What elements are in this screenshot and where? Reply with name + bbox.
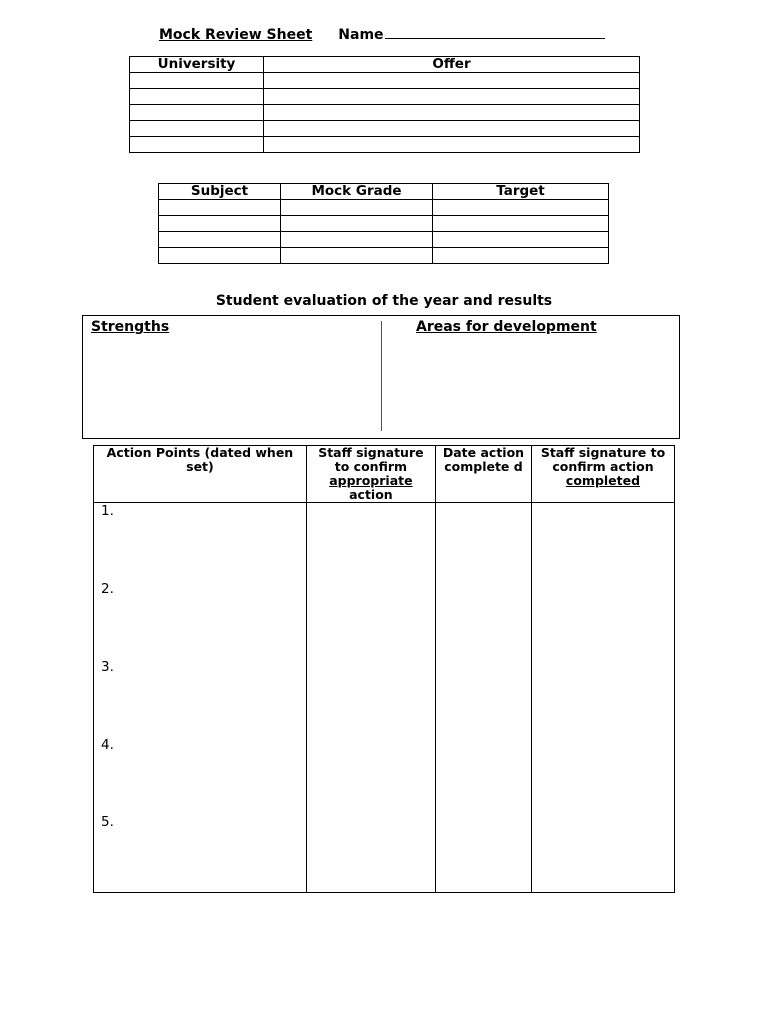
action-point-number: 2.: [101, 581, 114, 597]
mock-grades-table: [158, 183, 609, 264]
university-cell[interactable]: [130, 137, 264, 153]
header-text: action: [349, 487, 393, 502]
staff-signature-completed-cell[interactable]: [532, 503, 675, 893]
table-row: [94, 503, 675, 893]
staff-signature-appropriate-cell[interactable]: [306, 503, 435, 893]
target-cell[interactable]: [433, 216, 609, 232]
offer-cell[interactable]: [264, 105, 640, 121]
table-row: [159, 232, 609, 248]
university-cell[interactable]: [130, 121, 264, 137]
subject-cell[interactable]: [159, 232, 281, 248]
offer-cell[interactable]: [264, 121, 640, 137]
mock-grade-cell[interactable]: [281, 216, 433, 232]
offer-cell[interactable]: [264, 73, 640, 89]
column-header-university: University: [130, 57, 264, 73]
university-cell[interactable]: [130, 89, 264, 105]
target-cell[interactable]: [433, 232, 609, 248]
table-row: [130, 89, 640, 105]
university-cell[interactable]: [130, 73, 264, 89]
column-header-offer: Offer: [264, 57, 640, 73]
name-field-line[interactable]: [385, 24, 605, 39]
sheet-header: [159, 24, 605, 43]
target-cell[interactable]: [433, 200, 609, 216]
column-header-staff-signature-appropriate: [306, 446, 435, 503]
date-completed-cell[interactable]: [435, 503, 531, 893]
subject-cell[interactable]: [159, 216, 281, 232]
header-text: Staff signature to confirm action: [540, 445, 666, 474]
action-point-number: 1.: [101, 503, 114, 519]
table-row: [130, 73, 640, 89]
university-offer-table: [129, 56, 640, 153]
column-header-staff-signature-completed: [532, 446, 675, 503]
target-cell[interactable]: [433, 248, 609, 264]
table-header-row: [130, 57, 640, 73]
action-point-number: 4.: [101, 737, 114, 753]
column-header-subject: Subject: [159, 184, 281, 200]
action-point-number: 3.: [101, 659, 114, 675]
action-points-cell[interactable]: [94, 503, 307, 893]
offer-cell[interactable]: [264, 137, 640, 153]
evaluation-box[interactable]: [82, 315, 680, 439]
subject-cell[interactable]: [159, 200, 281, 216]
subject-cell[interactable]: [159, 248, 281, 264]
column-header-mock-grade: Mock Grade: [281, 184, 433, 200]
table-row: [130, 105, 640, 121]
table-row: [159, 200, 609, 216]
header-underlined-text: completed: [565, 473, 641, 488]
mock-grade-cell[interactable]: [281, 248, 433, 264]
mock-grade-cell[interactable]: [281, 200, 433, 216]
evaluation-divider: [381, 321, 382, 431]
table-header-row: [94, 446, 675, 503]
header-underlined-text: appropriate: [329, 473, 413, 488]
strengths-label: Strengths: [91, 319, 170, 335]
university-cell[interactable]: [130, 105, 264, 121]
table-header-row: [159, 184, 609, 200]
offer-cell[interactable]: [264, 89, 640, 105]
mock-grade-cell[interactable]: [281, 232, 433, 248]
evaluation-heading: Student evaluation of the year and results: [215, 293, 553, 309]
column-header-action-points: Action Points (dated when set): [94, 446, 307, 503]
action-point-number: 5.: [101, 814, 114, 830]
column-header-date-action-completed: Date action complete d: [435, 446, 531, 503]
table-row: [130, 137, 640, 153]
table-row: [130, 121, 640, 137]
header-text: Staff signature to confirm: [318, 445, 424, 474]
table-row: [159, 248, 609, 264]
page-title: Mock Review Sheet: [159, 27, 313, 43]
action-points-table: [93, 445, 675, 893]
column-header-target: Target: [433, 184, 609, 200]
areas-for-development-label: Areas for development: [416, 319, 597, 335]
table-row: [159, 216, 609, 232]
name-label: Name: [338, 27, 384, 43]
